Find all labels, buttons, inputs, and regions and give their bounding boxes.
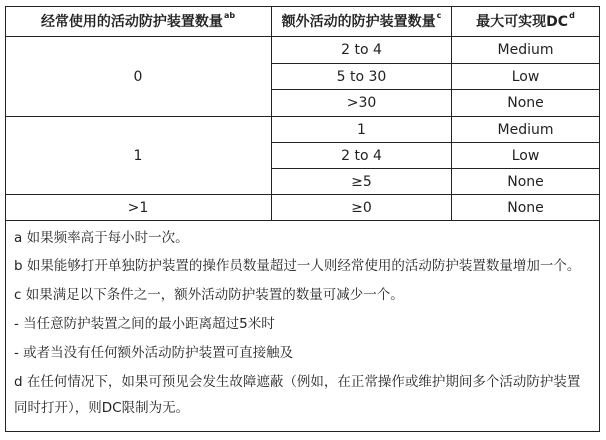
notes-top-line: [5, 220, 600, 221]
extra-guards-cell: ≥0: [351, 199, 372, 216]
extra-guards-cell: 1: [357, 121, 366, 138]
header-col3-sup: d: [569, 10, 575, 20]
group-count-cell: >1: [127, 199, 149, 216]
footnote-d: d 在任何情况下，如果可预见会发生故障遮蔽（例如，在正常操作或维护期间多个活动防护装置: [14, 374, 581, 390]
footnote-d-continued: 同时打开），则DC限制为无。: [14, 400, 190, 416]
footnote-c: c 如果满足以下条件之一，额外活动防护装置的数量可减少一个。: [14, 287, 404, 303]
footnote-a: a 如果频率高于每小时一次。: [14, 230, 189, 246]
table-border-right: [599, 6, 600, 432]
group-count-cell: 1: [133, 147, 143, 164]
dc-cell: Medium: [497, 42, 554, 58]
header-col-extra-guards: [272, 7, 451, 36]
header-col-max-dc: [452, 7, 599, 36]
dc-cell: None: [507, 199, 544, 216]
header-col-active-guards: [5, 7, 271, 36]
header-col1-text: 经常使用的活动防护装置数量: [40, 13, 223, 30]
table-border-bottom: [5, 431, 600, 432]
extra-guards-cell: 5 to 30: [336, 68, 387, 85]
extra-guards-cell: 2 to 4: [341, 147, 382, 164]
footnote-c-item-1: - 当任意防护装置之间的最小距离超过5米时: [14, 316, 275, 332]
group-count-cell: 0: [133, 68, 143, 85]
dc-cell: Low: [511, 68, 540, 85]
footnote-c-item-2: - 或者当没有任何额外活动防护装置可直接触及: [14, 345, 294, 361]
extra-guards-cell: ≥5: [351, 173, 372, 190]
header-col2-sup: c: [436, 10, 442, 20]
header-col2-text: 额外活动的防护装置数量: [281, 13, 436, 30]
header-col1-sup: ab: [223, 10, 236, 20]
header-col3-text: 最大可实现DC: [476, 13, 569, 30]
extra-guards-cell: >30: [346, 95, 377, 111]
extra-guards-cell: 2 to 4: [341, 42, 382, 58]
dc-cell: None: [507, 95, 544, 111]
dc-cell: None: [507, 173, 544, 190]
guard-dc-table: [5, 6, 600, 432]
footnote-b: b 如果能够打开单独防护装置的操作员数量超过一人则经常使用的活动防护装置数量增加一个。: [14, 258, 581, 274]
dc-cell: Medium: [497, 121, 554, 138]
dc-cell: Low: [511, 147, 540, 164]
